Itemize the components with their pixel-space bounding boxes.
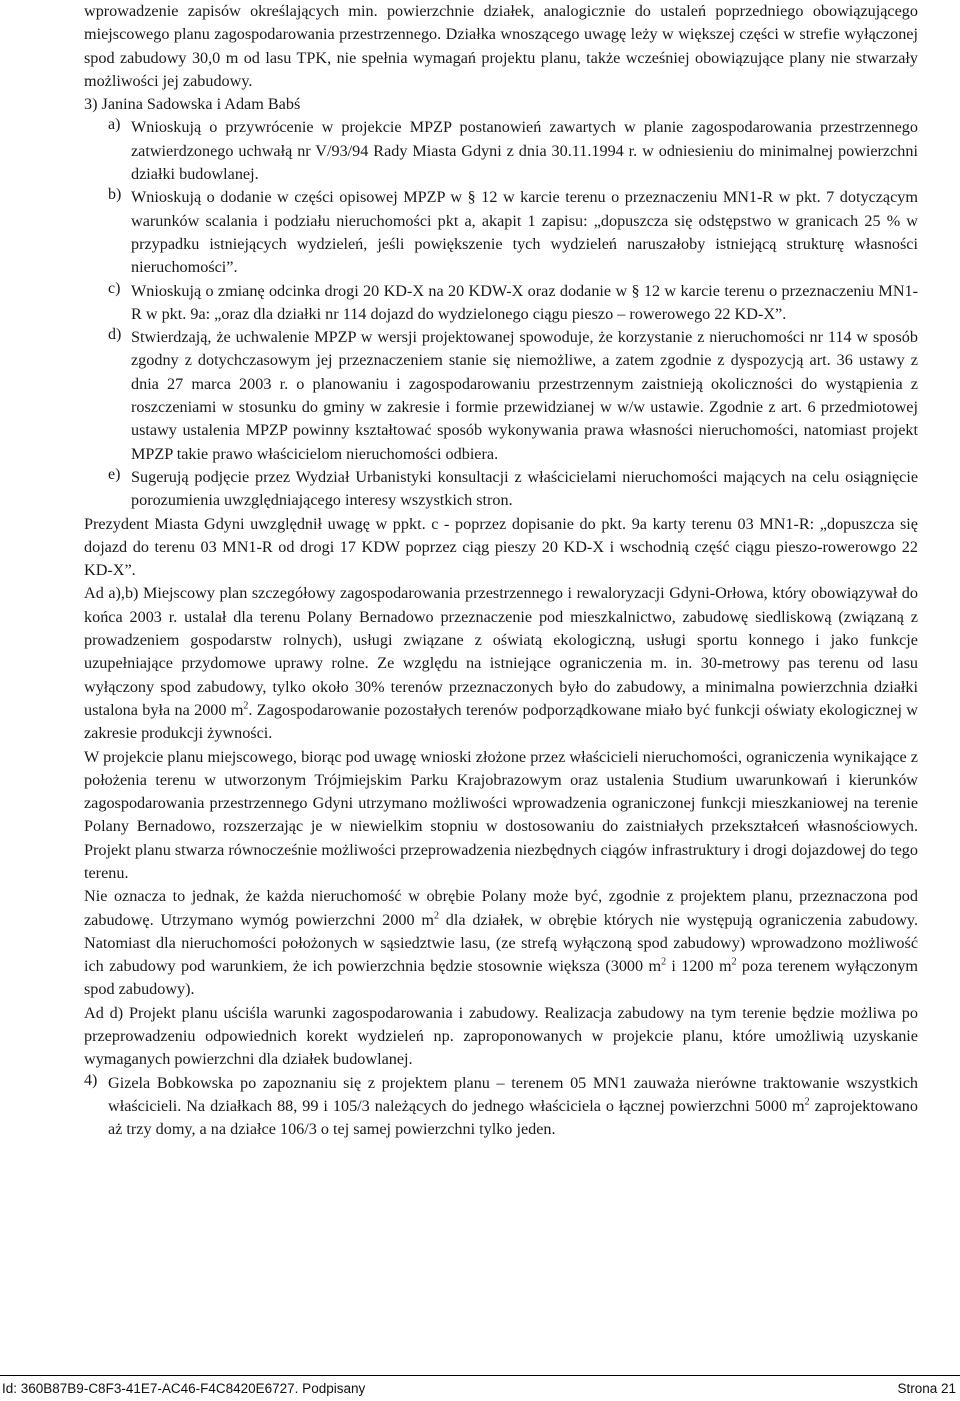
paragraph-projekt: W projekcie planu miejscowego, biorąc pod uwagę wnioski złożone przez właścicieli nieruchomości, ograniczenia wynikające z położenia terenu w utworzonym Trójmiejskim Parku Krajobrazowym oraz ustalenia Studium uwarunkowań i kierunków zagospodarowania przestrzennego Gdyni utrzymano możliwości wprowadzenia ograniczonej funkcji mieszkaniowej na terenie Polany Bernadowo, rozszerzając je w niewielkim stopniu w dostosowaniu do zaistniałych przekształceń własnościowych. Projekt planu stwarza równocześnie możliwości przeprowadzenia niezbędnych ciągów infrastruktury i drogi dojazdowej do tego terenu. — [84, 747, 918, 882]
item-3d-label: d) — [108, 326, 122, 344]
ad-ab-text-2: . Zagospodarowanie pozostałych terenów podporządkowane miało być funkcji oświaty ekologicznej w zakresie produkcji żywności. — [84, 700, 918, 743]
item-4-text-1: Gizela Bobkowska po zapoznaniu się z projektem planu – terenem 05 MN1 zauważa nierówne traktowanie wszystkich właścicieli. Na działkach 88, 99 i 105/3 należących do jednego właściciela o łącznej powierzchni 5000 m — [108, 1073, 918, 1115]
item-4-sup: 2 — [804, 1096, 810, 1108]
nie-sup-2: 2 — [661, 956, 667, 968]
item-3d — [108, 326, 918, 466]
document-body — [84, 0, 918, 1142]
footer-document-id: Id: 360B87B9-C8F3-41E7-AC46-F4C8420E6727. Podpisany — [2, 1381, 366, 1396]
footer-divider — [0, 1375, 960, 1376]
nie-text-3: i 1200 m — [666, 957, 732, 976]
item-3e-text: Sugerują podjęcie przez Wydział Urbanistyki konsultacji z właścicielami nieruchomości mających na celu osiągnięcie porozumienia uwzględniającego interesy wszystkich stron. — [131, 467, 918, 510]
item-3b-text: Wnioskują o dodanie w części opisowej MPZP w § 12 w karcie terenu o przeznaczeniu MN1-R w pkt. 7 dotyczącym warunków scalania i podziału nieruchomości pkt a, akapit 1 zapisu: „dopuszcza się odstępstwo w granicach 25 % w przypadku istniejących wydzieleń, jeśli powiększenie tych wydzieleń naruszałoby istniejącą strukturę własności nieruchomości”. — [131, 188, 918, 277]
item-3c-label: c) — [108, 279, 121, 297]
item-3c — [108, 280, 918, 327]
item-3e — [108, 466, 918, 513]
nie-sup-1: 2 — [434, 910, 439, 922]
footer-page-number: Strona 21 — [897, 1381, 956, 1396]
ad-ab-sup: 2 — [243, 700, 249, 712]
item-3b — [108, 186, 918, 279]
item-3a — [108, 116, 918, 186]
item-4-text-2: zaprojektowano aż trzy domy, a na działce 106/3 o tej samej powierzchni tylko jeden. — [108, 1096, 918, 1139]
item-3c-text: Wnioskują o zmianę odcinka drogi 20 KD-X na 20 KDW-X oraz dodanie w § 12 w karcie terenu o przeznaczeniu MN1-R w pkt. 9a: „oraz dla działki nr 114 dojazd do wydzielonego ciągu pieszo – rowerowego 22 KD-X”. — [131, 281, 918, 323]
item-4 — [84, 1072, 918, 1142]
paragraph-ad-ab — [84, 582, 918, 745]
nie-sup-3: 2 — [731, 956, 737, 968]
item-3-header: 3) Janina Sadowska i Adam Babś — [84, 95, 301, 114]
item-3b-label: b) — [108, 186, 122, 204]
item-4-text — [108, 1072, 918, 1142]
nie-text-4: poza terenem wyłączonym spod zabudowy). — [84, 957, 918, 999]
paragraph-intro: wprowadzenie zapisów określających min. powierzchnie działek, analogicznie do ustaleń poprzedniego obowiązującego miejscowego planu zagospodarowania przestrzennego. Działka wnoszącego uwagę leży w większej części w strefie wyłączonej spod zabudowy 30,0 m od lasu TPK, nie spełnia wymagań projektu planu, także wcześniej obowiązujące plany nie stwarzały możliwości jej zabudowy. — [84, 2, 918, 90]
nie-text-2: dla działek, w obrębie których nie występują ograniczenia zabudowy. Natomiast dla nieruchomości położonych w sąsiedztwie lasu, (ze strefą wyłączoną spod zabudowy) wprowadzono możliwość ich zabudowy pod warunkiem, że ich powierzchnia będzie stosownie większa (3000 m — [84, 910, 918, 976]
item-3e-label: e) — [108, 465, 121, 483]
nie-text-1: Nie oznacza to jednak, że każda nieruchomość w obrębie Polany może być, zgodnie z projektem planu, przeznaczona pod zabudowę. Utrzymano wymóg powierzchni 2000 m — [84, 887, 918, 929]
paragraph-nie-oznacza — [84, 885, 918, 1001]
item-4-label: 4) — [84, 1071, 98, 1089]
paragraph-ad-d: Ad d) Projekt planu uściśla warunki zagospodarowania i zabudowy. Realizacja zabudowy na tym terenie będzie możliwa po przeprowadzeniu odpowiednich korekt wydzieleń np. zaproponowanych w projekcie planu, które umożliwią uzyskanie wymaganych powierzchni dla działek budowlanej. — [84, 1003, 918, 1069]
item-3a-text: Wnioskują o przywrócenie w projekcie MPZP postanowień zawartych w planie zagospodarowania przestrzennego zatwierdzonego uchwałą nr V/93/94 Rady Miasta Gdyni z dnia 30.11.1994 r. w odniesieniu do minimalnej powierzchni działki budowlanej. — [131, 118, 918, 184]
ad-ab-text-1: Ad a),b) Miejscowy plan szczegółowy zagospodarowania przestrzennego i rewaloryzacji Gdyni-Orłowa, który obowiązywał do końca 2003 r. ustalał dla terenu Polany Bernadowo przeznaczenie pod mieszkalnictwo, zabudowę siedliskową (związaną z prowadzeniem gospodarstw rolnych), usługi związane z oświatą ekologiczną, usługi sportu konnego i jako funkcje uzupełniające przydomowe uprawy rolne. Ze względu na istniejące ograniczenia m. in. 30-metrowy pas terenu od lasu wyłączony spod zabudowy, tylko około 30% terenów przeznaczonych było do zabudowy, a minimalna powierzchnia działki ustalona była na 2000 m — [84, 584, 918, 719]
item-3d-text: Stwierdzają, że uchwalenie MPZP w wersji projektowanej spowoduje, że korzystanie z nieruchomości nr 114 w sposób zgodny z dotychczasowym jej przeznaczeniem stanie się niemożliwe, a zatem zgodnie z dyspozycją art. 36 ustawy z dnia 27 marca 2003 r. o planowaniu i zagospodarowaniu przestrzennym zaistnieją okoliczności do wystąpienia z roszczeniami w stosunku do gminy w zakresie i formie przewidzianej w w/w ustawie. Zgodnie z art. 6 przedmiotowej ustawy ustalenia MPZP powinny kształtować sposób wykonywania prawa własności nieruchomości, natomiast projekt MPZP takie prawo właścicielom nieruchomości odbiera. — [131, 328, 918, 463]
paragraph-president: Prezydent Miasta Gdyni uwzględnił uwagę w ppkt. c - poprzez dopisanie do pkt. 9a karty terenu 03 MN1-R: „dopuszcza się dojazd do terenu 03 MN1-R od drogi 17 KDW poprzez ciąg pieszy 20 KD-X i wschodnią część ciągu pieszo-rowerowgo 22 KD-X”. — [84, 514, 918, 580]
item-3a-label: a) — [108, 116, 121, 134]
